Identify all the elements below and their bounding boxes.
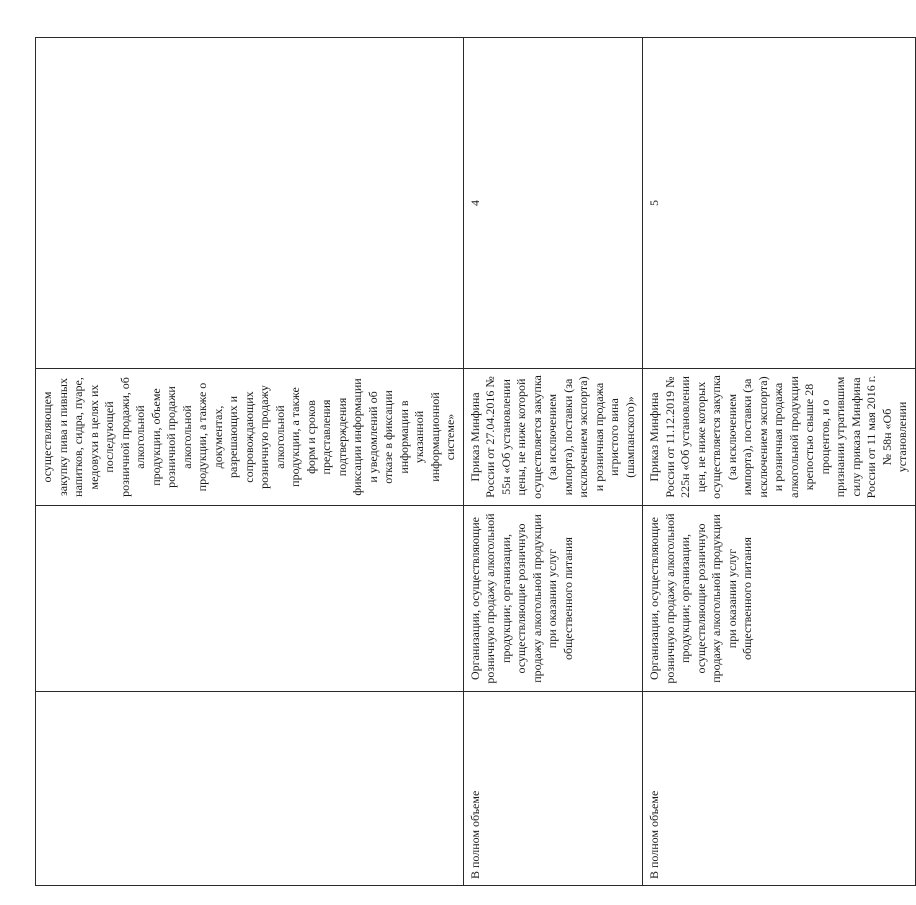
regulation-table [35, 37, 916, 886]
row-number-cell: 4 [463, 38, 643, 369]
organizations-cell [36, 506, 464, 692]
table-row [643, 38, 916, 886]
scope-cell: В полном объеме [463, 692, 643, 886]
document-cell: Приказ Минфина России от 27.04.2016 № 55н «Об установлении цены, не ниже которой осуществляется закупка (за исключением импорта), поставки (за исключением экспорта) и розничная продажа игристого вина (шампанского)» [463, 369, 643, 506]
organizations-cell: Организации, осуществляющие розничную продажу алкогольной продукции; организации, осуществляющие розничную продажу алкогольной продукции при оказании услуг общественного питания [463, 506, 643, 692]
document-cell: Приказ Минфина России от 11.12.2019 № 225н «Об установлении цен, не ниже которых осуществляется закупка (за исключением импорта), поставки (за исключением экспорта) и розничная продажа алкогольной продукции крепостью свыше 28 процентов, и о признании утратившим силу приказа Минфина России от 11 мая 2016 г. № 58н «Об установлении [643, 369, 916, 506]
document-cell: осуществляющем закупку пива и пивных напитков, сидра, пуаре, медовухи в целях их последующей розничной продажи, об алкогольной продукции, объеме розничной продажи алкогольной продукции, а также о документах, разрешающих и сопровождающих розничную продажу алкогольной продукции, а также форм и сроков представления подтверждения фиксации информации и уведомлений об отказе в фиксации информации в указанной информационной системе» [36, 369, 464, 506]
table-row [36, 38, 464, 886]
organizations-cell: Организации, осуществляющие розничную продажу алкогольной продукции; организации, осуществляющие розничную продажу алкогольной продукции при оказании услуг общественного питания [643, 506, 916, 692]
scope-cell [36, 692, 464, 886]
row-number-cell: 5 [643, 38, 916, 369]
scope-cell: В полном объеме [643, 692, 916, 886]
rotated-table-frame [35, 38, 909, 886]
row-number-cell [36, 38, 464, 369]
table-row [463, 38, 643, 886]
